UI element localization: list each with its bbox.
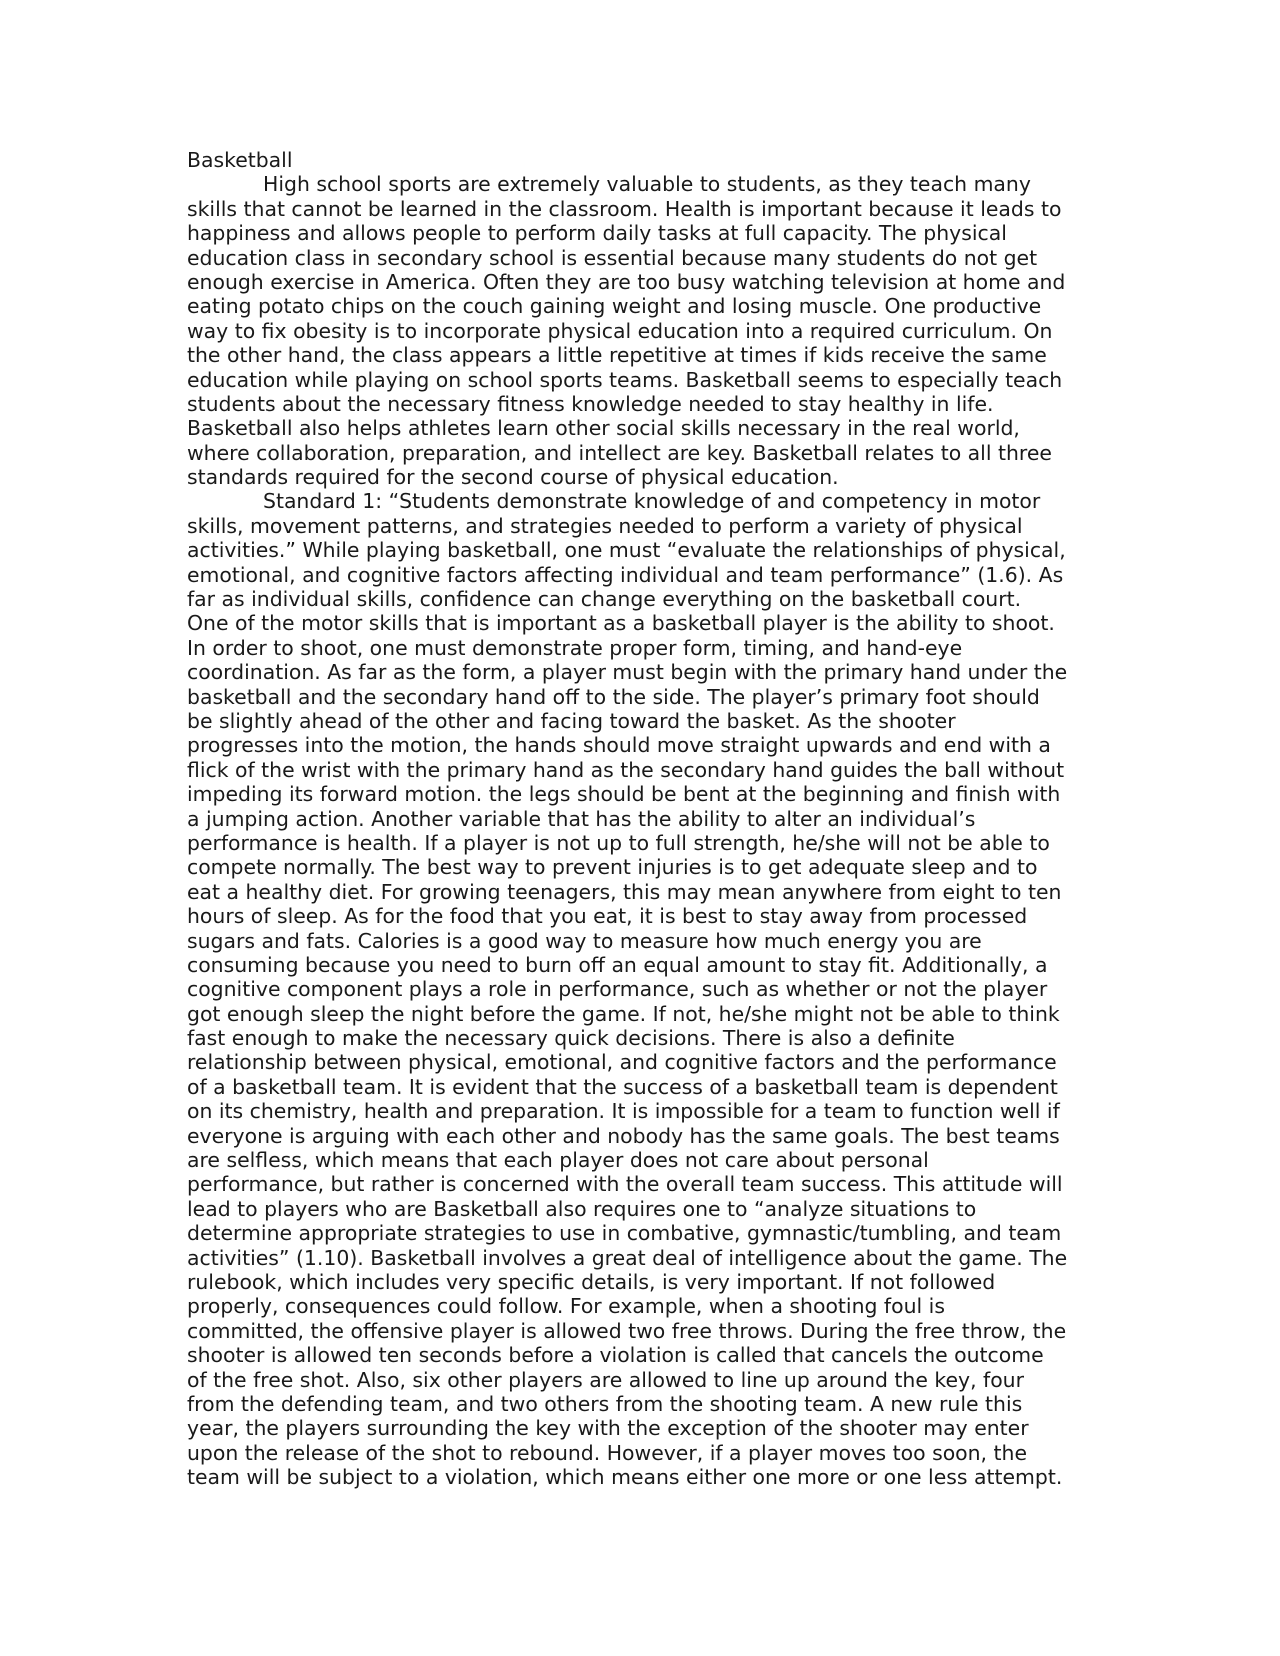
text-line: coordination. As far as the form, a player must begin with the primary hand under the xyxy=(187,660,1068,685)
text-line: everyone is arguing with each other and nobody has the same goals. The best teams xyxy=(187,1123,1060,1148)
text-line: a jumping action. Another variable that has the ability to alter an individual’s xyxy=(187,806,976,831)
paragraph xyxy=(187,489,1097,1489)
text-line: cognitive component plays a role in performance, such as whether or not the player xyxy=(187,977,1048,1002)
paragraph xyxy=(187,172,1097,489)
text-line: One of the motor skills that is important as a basketball player is the ability to shoot. xyxy=(187,611,1055,636)
document-body xyxy=(187,172,1097,1489)
text-line: performance is health. If a player is not up to full strength, he/she will not be able to xyxy=(187,830,1050,855)
text-line: of a basketball team. It is evident that the success of a basketball team is dependent xyxy=(187,1074,1058,1099)
text-line: sugars and fats. Calories is a good way to measure how much energy you are xyxy=(187,928,982,953)
text-line: where collaboration, preparation, and intellect are key. Basketball relates to all three xyxy=(187,440,1052,465)
text-line: eat a healthy diet. For growing teenagers, this may mean anywhere from eight to ten xyxy=(187,879,1062,904)
text-line: students about the necessary fitness knowledge needed to stay healthy in life. xyxy=(187,391,994,416)
text-line: determine appropriate strategies to use in combative, gymnastic/tumbling, and team xyxy=(187,1221,1062,1246)
text-line: be slightly ahead of the other and facing toward the basket. As the shooter xyxy=(187,708,956,733)
text-line: impeding its forward motion. the legs should be bent at the beginning and finish with xyxy=(187,782,1061,807)
text-line: Standard 1: “Students demonstrate knowledge of and competency in motor xyxy=(263,489,1041,514)
text-line: In order to shoot, one must demonstrate proper form, timing, and hand-eye xyxy=(187,635,963,660)
text-line: performance, but rather is concerned with the overall team success. This attitude will xyxy=(187,1172,1063,1197)
text-line: lead to players who are Basketball also requires one to “analyze situations to xyxy=(187,1196,977,1221)
text-line: consuming because you need to burn off an equal amount to stay fit. Additionally, a xyxy=(187,952,1048,977)
text-line: from the defending team, and two others from the shooting team. A new rule this xyxy=(187,1391,1023,1416)
text-line: flick of the wrist with the primary hand as the secondary hand guides the ball without xyxy=(187,757,1065,782)
text-line: fast enough to make the necessary quick decisions. There is also a definite xyxy=(187,1026,955,1051)
text-line: are selfless, which means that each player does not care about personal xyxy=(187,1148,929,1173)
text-line: got enough sleep the night before the game. If not, he/she might not be able to think xyxy=(187,1001,1060,1026)
text-line: year, the players surrounding the key with the exception of the shooter may enter xyxy=(187,1416,1029,1441)
text-line: team will be subject to a violation, which means either one more or one less attempt. xyxy=(187,1465,1063,1490)
text-line: hours of sleep. As for the food that you eat, it is best to stay away from processed xyxy=(187,904,1028,929)
text-line: education while playing on school sports teams. Basketball seems to especially teach xyxy=(187,367,1063,392)
text-line: shooter is allowed ten seconds before a violation is called that cancels the outcome xyxy=(187,1343,1044,1368)
text-line: activities” (1.10). Basketball involves a great deal of intelligence about the game. The xyxy=(187,1245,1068,1270)
text-line: of the free shot. Also, six other players are allowed to line up around the key, four xyxy=(187,1367,1024,1392)
text-line: eating potato chips on the couch gaining weight and losing muscle. One productive xyxy=(187,294,1042,319)
text-line: relationship between physical, emotional, and cognitive factors and the performance xyxy=(187,1050,1057,1075)
text-line: way to fix obesity is to incorporate physical education into a required curriculum. On xyxy=(187,318,1053,343)
text-line: compete normally. The best way to prevent injuries is to get adequate sleep and to xyxy=(187,855,1038,880)
text-line: emotional, and cognitive factors affecting individual and team performance” (1.6). As xyxy=(187,562,1064,587)
text-line: enough exercise in America. Often they are too busy watching television at home and xyxy=(187,269,1066,294)
text-line: education class in secondary school is essential because many students do not get xyxy=(187,245,1038,270)
text-line: Basketball also helps athletes learn other social skills necessary in the real world, xyxy=(187,416,1020,441)
text-line: the other hand, the class appears a little repetitive at times if kids receive the same xyxy=(187,343,1047,368)
text-line: rulebook, which includes very specific details, is very important. If not followed xyxy=(187,1269,996,1294)
document-title: Basketball xyxy=(187,148,293,172)
text-line: High school sports are extremely valuable to students, as they teach many xyxy=(263,172,1031,197)
text-line: happiness and allows people to perform daily tasks at full capacity. The physical xyxy=(187,221,1007,246)
text-line: skills that cannot be learned in the classroom. Health is important because it leads to xyxy=(187,196,1062,221)
text-line: standards required for the second course of physical education. xyxy=(187,465,839,490)
text-line: basketball and the secondary hand off to the side. The player’s primary foot should xyxy=(187,684,1040,709)
text-line: far as individual skills, confidence can change everything on the basketball court. xyxy=(187,587,1022,612)
document-page xyxy=(187,148,1097,1489)
text-line: skills, movement patterns, and strategies needed to perform a variety of physical xyxy=(187,513,1023,538)
text-line: properly, consequences could follow. For example, when a shooting foul is xyxy=(187,1294,945,1319)
text-line: upon the release of the shot to rebound. However, if a player moves too soon, the xyxy=(187,1440,1027,1465)
text-line: activities.” While playing basketball, one must “evaluate the relationships of physical, xyxy=(187,538,1066,563)
text-line: committed, the offensive player is allowed two free throws. During the free throw, the xyxy=(187,1318,1067,1343)
text-line: on its chemistry, health and preparation. It is impossible for a team to function well if xyxy=(187,1099,1060,1124)
text-line: progresses into the motion, the hands should move straight upwards and end with a xyxy=(187,733,1051,758)
